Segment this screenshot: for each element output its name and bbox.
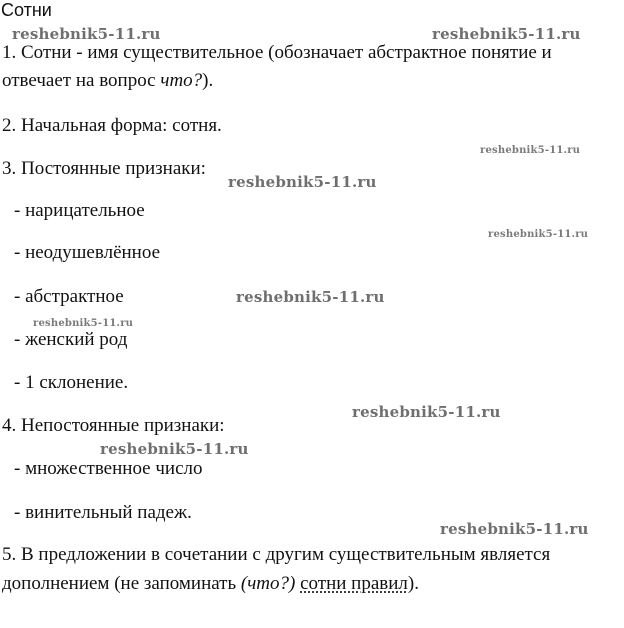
p5-line2-suffix: ).: [407, 573, 419, 594]
p3-item-3: - абстрактное: [14, 286, 124, 307]
document-title: Сотни: [1, 0, 52, 20]
p5-line2-prefix: дополнением (не запоминать: [2, 573, 241, 594]
p3-item-2: - неодушевлённое: [14, 242, 160, 263]
p4-item-1: - множественное число: [14, 458, 203, 479]
watermark: reshebnik5-11.ru: [480, 145, 581, 156]
p5-line2-underlined: сотни правил: [300, 573, 408, 594]
watermark: reshebnik5-11.ru: [33, 318, 134, 329]
p5-line1: 5. В предложении в сочетании с другим существительным является: [2, 544, 551, 565]
p1-line2-prefix: отвечает на вопрос: [2, 70, 161, 91]
watermark: reshebnik5-11.ru: [352, 403, 501, 421]
watermark: reshebnik5-11.ru: [12, 25, 161, 43]
p3-item-4: - женский род: [14, 329, 128, 350]
watermark: reshebnik5-11.ru: [432, 25, 581, 43]
p2-text: 2. Начальная форма: сотня.: [2, 115, 222, 136]
watermark: reshebnik5-11.ru: [440, 520, 589, 538]
p5-line2: [2, 573, 419, 595]
watermark: reshebnik5-11.ru: [228, 173, 377, 191]
p5-line2-italic: (что?): [240, 573, 296, 594]
p4-item-2: - винительный падеж.: [14, 502, 192, 523]
p1-line1: 1. Сотни - имя существительное (обозначает абстрактное понятие и: [2, 42, 552, 63]
p1-line2-italic: что?: [160, 70, 203, 91]
p3-item-1: - нарицательное: [14, 200, 145, 221]
p1-line2: [2, 70, 213, 92]
p3-heading: 3. Постоянные признаки:: [2, 158, 206, 179]
watermark: reshebnik5-11.ru: [488, 229, 589, 240]
p4-heading: 4. Непостоянные признаки:: [2, 415, 225, 436]
watermark: reshebnik5-11.ru: [236, 288, 385, 306]
p3-item-5: - 1 склонение.: [14, 372, 129, 393]
watermark: reshebnik5-11.ru: [100, 440, 249, 458]
p1-line2-suffix: ).: [202, 70, 214, 91]
